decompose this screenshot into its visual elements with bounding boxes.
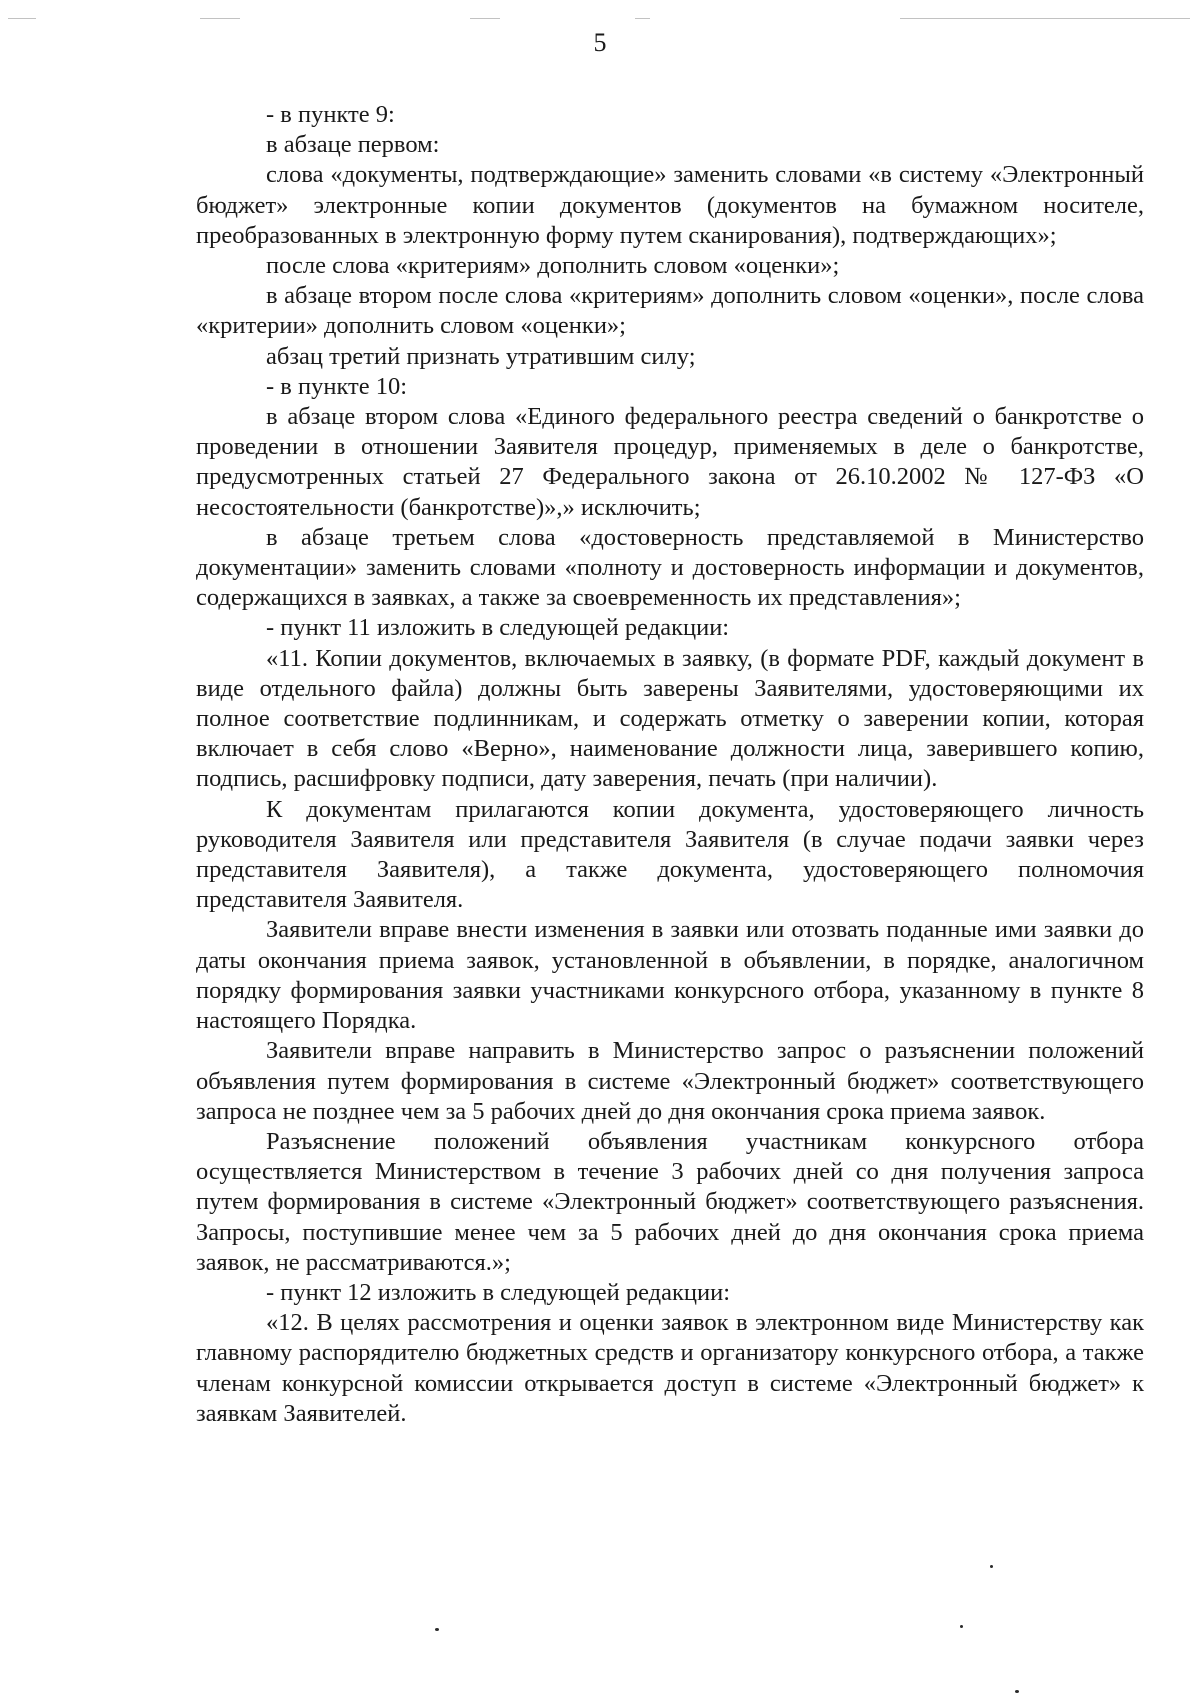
paragraph: Заявители вправе внести изменения в заявки или отозвать поданные ими заявки до даты окончания приема заявок, установленной в объявлении, в порядке, аналогичном порядку формирования заявки участниками конкурсного отбора, указанному в пункте 8 настоящего Порядка. — [196, 916, 1144, 1035]
paragraph: - в пункте 10: — [266, 372, 408, 400]
paragraph: в абзаце втором слова «Единого федерального реестра сведений о банкротстве о проведении в отношении Заявителя процедур, применяемых в деле о банкротстве, предусмотренных статьей 27 Федерального закона от 26.10.2002 № 127-ФЗ «О несостоятельности (банкротстве)»,» исключить; — [196, 403, 1144, 521]
scan-artifact — [200, 18, 240, 19]
paragraph: «11. Копии документов, включаемых в заявку, (в формате PDF, каждый документ в виде отдельного файла) должны быть заверены Заявителями, удостоверяющими их полное соответствие подлинникам, и содержать отметку о заверении копии, которая включает в себя слово «Верно», наименование должности лица, заверившего копию, подпись, расшифровку подписи, дату заверения, печать (при наличии). — [196, 644, 1144, 793]
scan-speck — [435, 1628, 439, 1631]
paragraph: в абзаце первом: — [266, 131, 440, 159]
scan-artifact — [635, 18, 650, 19]
page-number: 5 — [593, 28, 607, 57]
paragraph: в абзаце третьем слова «достоверность представляемой в Министерство документации» заменить словами «полноту и достоверность информации и документов, содержащихся в заявках, а также за своевременность их представления»; — [196, 523, 1144, 612]
paragraph: слова «документы, подтверждающие» заменить словами «в систему «Электронный бюджет» электронные копии документов (документов на бумажном носителе, преобразованных в электронную форму путем сканирования), подтверждающих»; — [196, 161, 1144, 249]
paragraph: в абзаце втором после слова «критериям» дополнить словом «оценки», после слова «критерии» дополнить словом «оценки»; — [196, 282, 1144, 340]
paragraph: после слова «критериям» дополнить словом «оценки»; — [266, 252, 840, 280]
paragraph: - пункт 11 изложить в следующей редакции: — [266, 614, 730, 642]
paragraph: К документам прилагаются копии документа, удостоверяющего личность руководителя Заявителя или представителя Заявителя (в случае подачи заявки через представителя Заявителя), а также документа, удостоверяющего полномочия представителя Заявителя. — [196, 795, 1144, 914]
document-body — [196, 100, 1144, 1429]
scan-speck — [990, 1565, 993, 1568]
paragraph: «12. В целях рассмотрения и оценки заявок в электронном виде Министерству как главному распорядителю бюджетных средств и организатору конкурсного отбора, а также членам конкурсной комиссии открывается доступ в системе «Электронный бюджет» к заявкам Заявителей. — [196, 1309, 1144, 1427]
scan-speck — [1015, 1690, 1019, 1693]
paragraph: - пункт 12 изложить в следующей редакции: — [266, 1278, 731, 1306]
paragraph: Заявители вправе направить в Министерство запрос о разъяснении положений объявления путем формирования в системе «Электронный бюджет» соответствующего запроса не позднее чем за 5 рабочих дней до дня окончания срока приема заявок. — [196, 1037, 1144, 1125]
paragraph: - в пункте 9: — [266, 101, 395, 128]
scan-artifact — [470, 18, 500, 19]
scan-artifact — [8, 18, 36, 19]
paragraph: абзац третий признать утратившим силу; — [266, 342, 696, 370]
paragraph: Разъяснение положений объявления участникам конкурсного отбора осуществляется Министерством в течение 3 рабочих дней со дня получения запроса путем формирования в системе «Электронный бюджет» соответствующего разъяснения. Запросы, поступившие менее чем за 5 рабочих дней до дня окончания срока приема заявок, не рассматриваются.»; — [196, 1127, 1144, 1276]
scan-artifact — [900, 18, 1190, 19]
scan-speck — [960, 1625, 963, 1628]
